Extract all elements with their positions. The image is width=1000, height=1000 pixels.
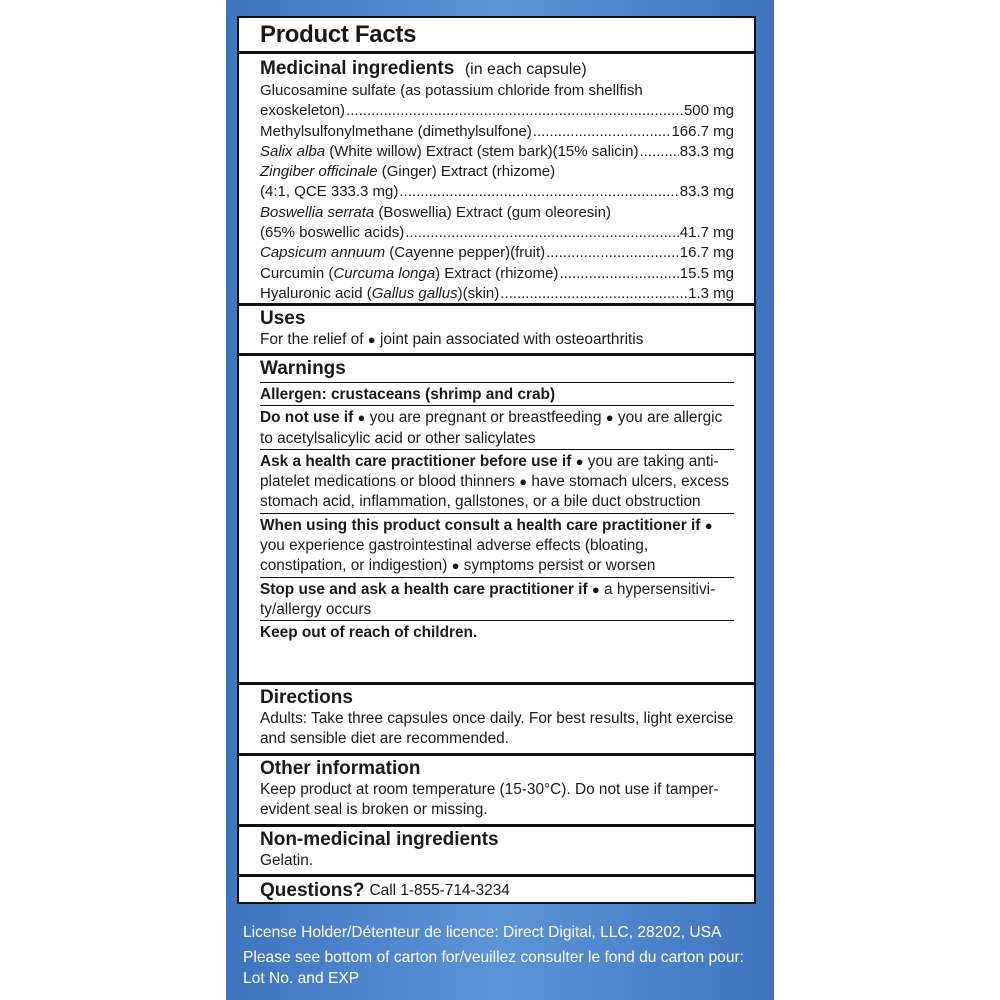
ingredient-amount: 16.7 mg <box>679 244 734 262</box>
ingredient-amount: 1.3 mg <box>688 284 734 302</box>
ingredient-amount: 166.7 mg <box>671 122 734 140</box>
carton-footer <box>243 922 763 990</box>
questions-heading: Questions? <box>260 880 365 901</box>
non-medicinal-heading: Non-medicinal ingredients <box>260 829 499 850</box>
do-not-use-warning: Do not use if ● you are pregnant or breastfeeding ● you are allergic to acetylsalicylic acid or other salicylates <box>260 405 734 449</box>
other-information-text: Keep product at room temperature (15-30°C). Do not use if tamper-evident seal is broken or missing. <box>260 781 719 819</box>
directions-text: Adults: Take three capsules once daily. For best results, light exercise and sensible diet are recommended. <box>260 710 734 748</box>
ask-practitioner-warning: Ask a health care practitioner before use if ● you are taking anti-platelet medications or blood thinners ● have stomach ulcers, excess stomach acid, inflammation, gallstones, or a bile duct obstruction <box>260 449 734 513</box>
product-facts-label <box>237 16 756 904</box>
when-using-warning: When using this product consult a health care practitioner if ● you experience gastrointestinal adverse effects (bloating, constipation, or indigestion) ● symptoms persist or worsen <box>260 513 734 577</box>
medicinal-heading: Medicinal ingredients (in each capsule) <box>260 58 587 79</box>
questions-phone: Call 1-855-714-3234 <box>369 882 510 899</box>
ingredient-row: (4:1, QCE 333.3 mg) ..... 83.3 mg <box>260 182 734 202</box>
title-section <box>239 18 754 54</box>
bullet-icon: ● <box>591 581 600 597</box>
bullet-icon: ● <box>605 410 614 426</box>
stop-use-warning: Stop use and ask a health care practitioner if ● a hypersensitivi-ty/allergy occurs <box>260 577 734 621</box>
ingredient-line: Zingiber officinale (Ginger) Extract (rhizome) <box>260 163 556 181</box>
license-holder-text: License Holder/Détenteur de licence: Direct Digital, LLC, 28202, USA <box>243 924 722 941</box>
medicinal-ingredients-section <box>239 54 754 306</box>
ingredient-amount: 41.7 mg <box>679 224 734 242</box>
revision-code: R0 <box>978 975 990 985</box>
bullet-icon: ● <box>575 453 584 469</box>
bullet-icon: ● <box>519 474 528 490</box>
directions-section <box>239 685 754 756</box>
other-information-heading: Other information <box>260 758 421 779</box>
other-information-section <box>239 756 754 827</box>
ingredient-line: Boswellia serrata (Boswellia) Extract (gum oleoresin) <box>260 203 611 221</box>
non-medicinal-ingredients-section <box>239 827 754 877</box>
lot-exp-text: Please see bottom of carton for/veuillez consulter le fond du carton pour: Lot No. and EXP <box>243 948 745 987</box>
keep-out-of-reach-warning: Keep out of reach of children. <box>260 620 734 643</box>
ingredient-row: Hyaluronic acid (Gallus gallus)(skin) ..... 1.3 mg <box>260 284 734 304</box>
questions-section <box>239 877 754 905</box>
warnings-section <box>239 356 754 685</box>
uses-text: For the relief of ● joint pain associated with osteoarthritis <box>260 331 644 348</box>
uses-heading: Uses <box>260 308 306 329</box>
ingredient-row: exoskeleton) ..... 500 mg <box>260 101 734 121</box>
bullet-icon: ● <box>451 558 460 574</box>
ingredient-row: Salix alba (White willow) Extract (stem bark)(15% salicin) ..... 83.3 mg <box>260 142 734 162</box>
allergen-warning: Allergen: crustaceans (shrimp and crab) <box>260 382 734 405</box>
bullet-icon: ● <box>367 332 376 347</box>
bullet-icon: ● <box>357 410 366 426</box>
ingredient-row: Capsicum annuum (Cayenne pepper)(fruit) ..... 16.7 mg <box>260 243 734 263</box>
ingredient-amount: 83.3 mg <box>679 183 734 201</box>
medicinal-subheading: (in each capsule) <box>464 61 587 78</box>
ingredient-row: Curcumin (Curcuma longa) Extract (rhizome) ..... 15.5 mg <box>260 264 734 284</box>
ingredient-amount: 500 mg <box>683 102 734 120</box>
non-medicinal-text: Gelatin. <box>260 852 314 869</box>
uses-section <box>239 306 754 356</box>
directions-heading: Directions <box>260 687 353 708</box>
ingredient-amount: 15.5 mg <box>679 264 734 282</box>
ingredient-amount: 83.3 mg <box>679 142 734 160</box>
warnings-heading: Warnings <box>260 358 346 379</box>
ingredient-line: Glucosamine sulfate (as potassium chloride from shellfish <box>260 82 643 99</box>
product-facts-title: Product Facts <box>260 20 417 48</box>
bullet-icon: ● <box>704 517 713 533</box>
ingredient-row: Methylsulfonylmethane (dimethylsulfone) ..... 166.7 mg <box>260 122 734 142</box>
ingredient-row: (65% boswellic acids) ..... 41.7 mg <box>260 223 734 243</box>
